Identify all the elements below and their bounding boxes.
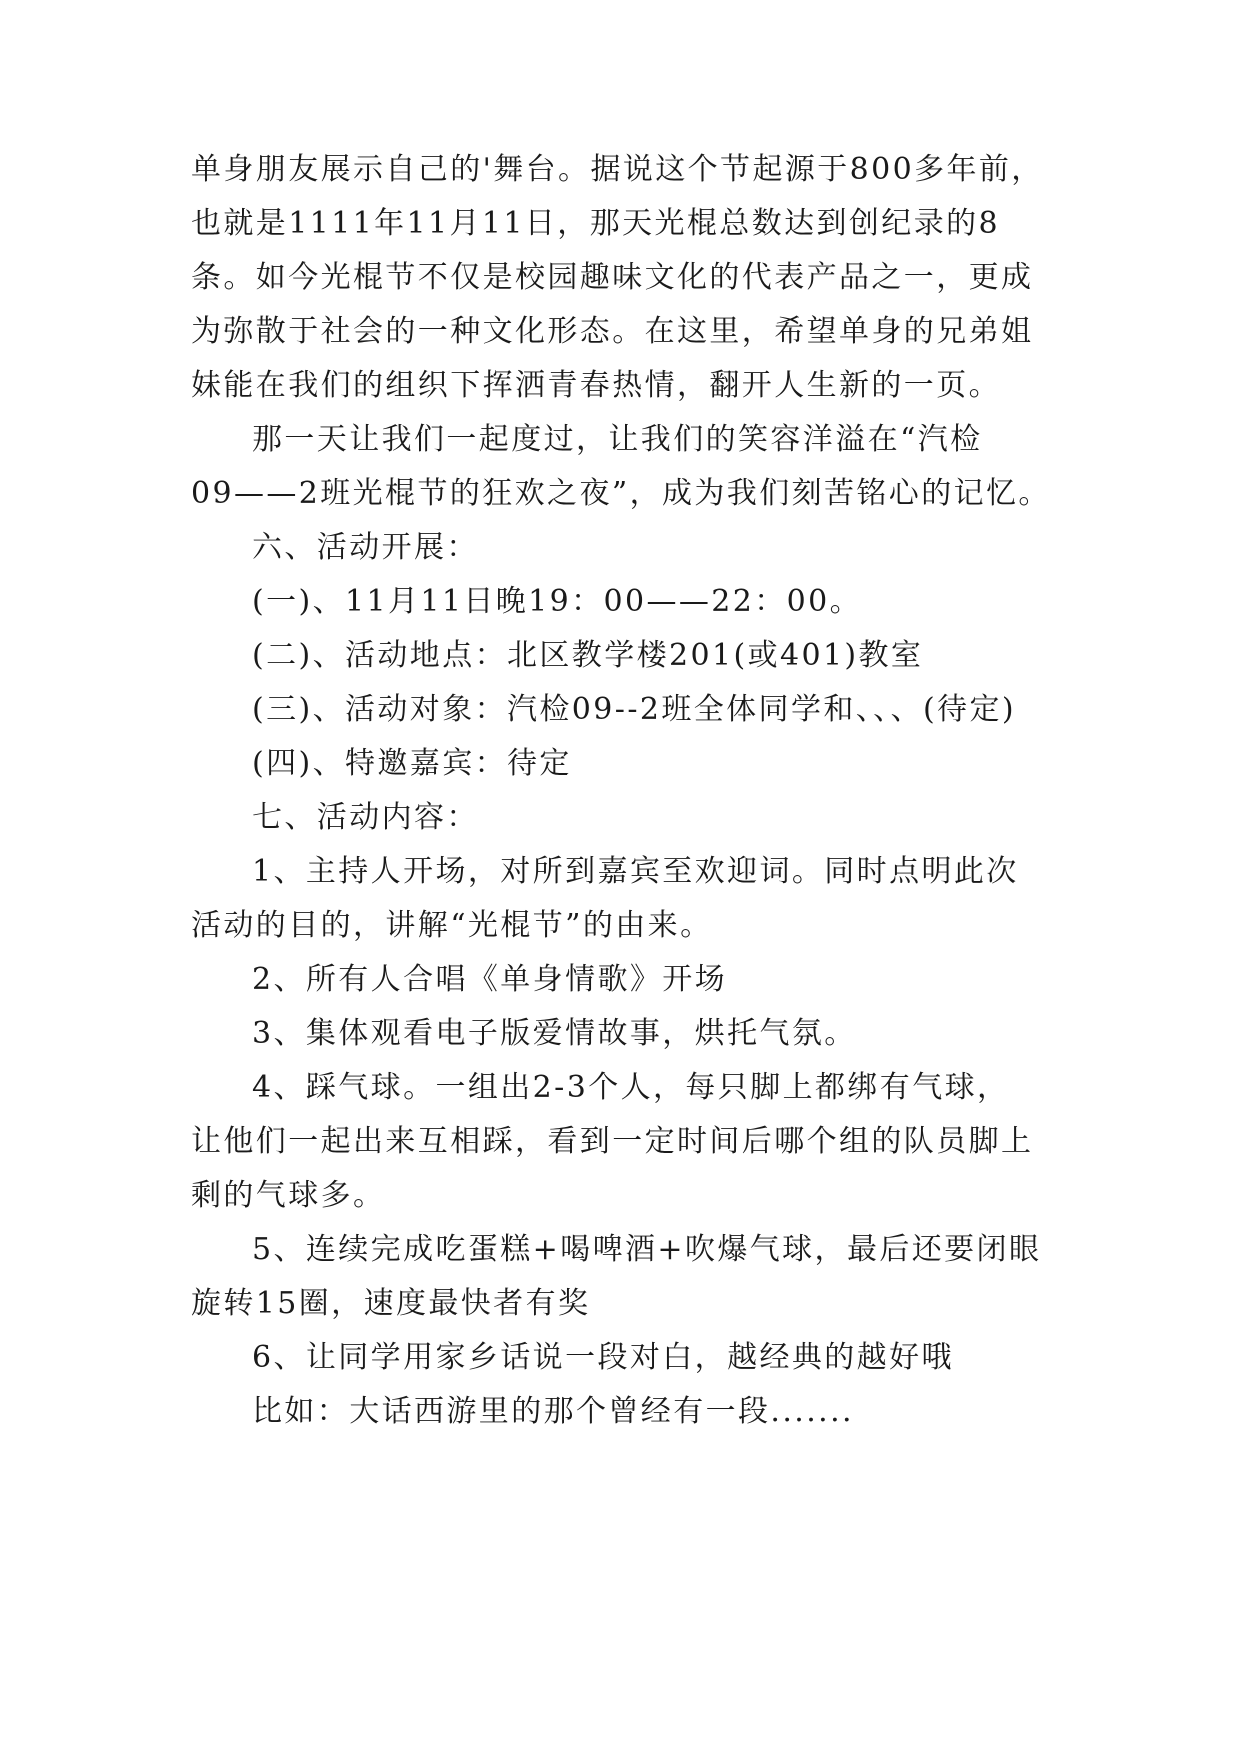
section-heading: 七、活动内容：	[252, 800, 479, 835]
text-line: 那一天让我们一起度过，让我们的笑容洋溢在“汽检	[252, 422, 983, 457]
text-line: 5、连续完成吃蛋糕+喝啤酒+吹爆气球，最后还要闭眼	[252, 1232, 1042, 1267]
text-line: 2、所有人合唱《单身情歌》开场	[252, 962, 728, 997]
text-line: 为弥散于社会的一种文化形态。在这里，希望单身的兄弟姐	[191, 314, 1034, 349]
text-line: 旋转15圈，速度最快者有奖	[191, 1286, 591, 1321]
text-line: 也就是1111年11月11日，那天光棍总数达到创纪录的8	[191, 206, 1000, 241]
text-line: (一)、11月11日晚19：00——22：00。	[252, 584, 863, 619]
text-line: 09——2班光棍节的狂欢之夜”，成为我们刻苦铭心的记忆。	[191, 476, 1051, 511]
text-line: 1、主持人开场，对所到嘉宾至欢迎词。同时点明此次	[252, 854, 1019, 889]
text-line: 活动的目的，讲解“光棍节”的由来。	[191, 908, 713, 943]
text-line: 比如：大话西游里的那个曾经有一段.......	[252, 1394, 854, 1429]
text-line: 条。如今光棍节不仅是校园趣味文化的代表产品之一，更成	[191, 260, 1034, 295]
text-line: (二)、活动地点：北区教学楼201(或401)教室	[252, 638, 924, 673]
text-line: 让他们一起出来互相踩，看到一定时间后哪个组的队员脚上	[191, 1124, 1034, 1159]
text-line: 剩的气球多。	[191, 1178, 386, 1213]
text-line: (四)、特邀嘉宾：待定	[252, 746, 572, 781]
text-line: 3、集体观看电子版爱情故事，烘托气氛。	[252, 1016, 857, 1051]
text-line: 4、踩气球。一组出2-3个人，每只脚上都绑有气球，	[252, 1070, 1010, 1105]
section-heading: 六、活动开展：	[252, 530, 479, 565]
text-line: (三)、活动对象：汽检09--2班全体同学和、、、(待定)	[252, 692, 1016, 727]
text-line: 妹能在我们的组织下挥洒青春热情，翻开人生新的一页。	[191, 368, 1001, 403]
text-line: 6、让同学用家乡话说一段对白，越经典的越好哦	[252, 1340, 954, 1375]
text-line: 单身朋友展示自己的'舞台。据说这个节起源于800多年前，	[191, 152, 1044, 187]
